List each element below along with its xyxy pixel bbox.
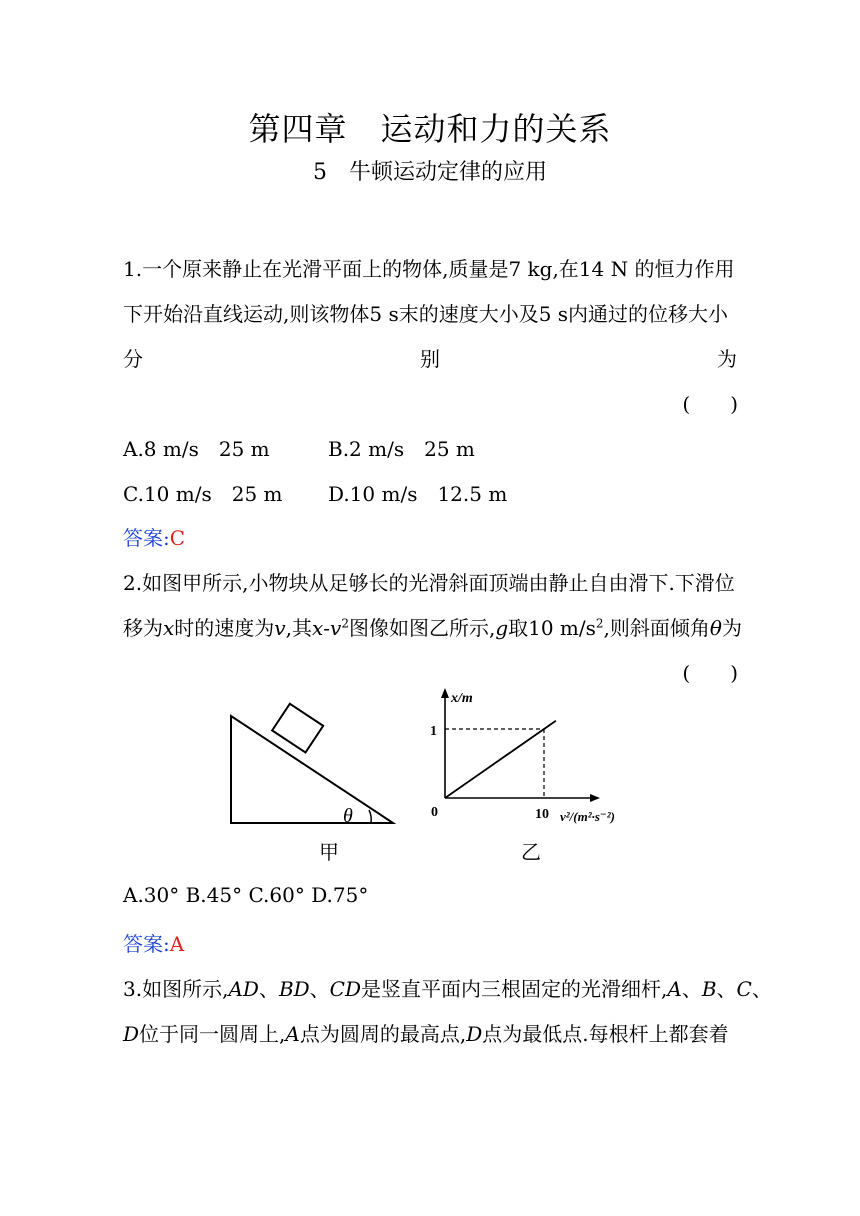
q2-answer (123, 928, 184, 957)
var-ad: AD (228, 977, 259, 1001)
text-run: 位于同一圆周上, (139, 1022, 286, 1046)
var-x: x (163, 616, 175, 640)
var-theta: θ (709, 616, 722, 640)
figure-caption-yi: 乙 (521, 840, 541, 864)
angle-arc (369, 810, 371, 823)
angle-label: θ (343, 805, 353, 827)
text-run: 、 (309, 977, 330, 1001)
q2-options: A.30° B.45° C.60° D.75° (123, 883, 369, 907)
var-a: A (285, 1022, 300, 1046)
text-run: ,其 (285, 616, 312, 640)
incline-figure (225, 700, 400, 830)
answer-label: 答案: (123, 526, 170, 550)
q2-answer-parentheses: ( ) (682, 661, 738, 685)
text-run: 、 (258, 977, 279, 1001)
chapter-title: 第四章 运动和力的关系 (248, 110, 612, 148)
var-x: x (311, 616, 324, 640)
answer-value: C (169, 526, 186, 550)
var-c: C (736, 977, 752, 1001)
text-run: 是竖直平面内三根固定的光滑细杆, (361, 977, 668, 1001)
var-b: B (701, 977, 717, 1001)
q2-line-1: 2.如图甲所示,小物块从足够长的光滑斜面顶端由静止自由滑下.下滑位 (123, 571, 735, 595)
origin-label: 0 (431, 805, 438, 820)
q3-line-2 (123, 1018, 729, 1047)
text-run: 时的速度为 (174, 616, 275, 640)
text-run: 为 (721, 616, 742, 640)
var-d: D (466, 1022, 483, 1046)
q3-line-1 (123, 973, 772, 1002)
x-axis-arrow (590, 794, 600, 802)
text-run: 、 (751, 977, 772, 1001)
q1-line-1: 1.一个原来静止在光滑平面上的物体,质量是7 kg,在14 N 的恒力作用 (123, 257, 735, 281)
text-run: 3.如图所示, (123, 977, 229, 1001)
q1-line-3 (123, 343, 737, 372)
section-title: 5 牛顿运动定律的应用 (313, 160, 547, 185)
x-v2-graph (425, 684, 640, 834)
q1-answer-parentheses: ( ) (682, 392, 738, 416)
figure-caption-jia: 甲 (319, 840, 339, 864)
text-run: 移为 (123, 616, 163, 640)
q1-line-3-word: 为 (717, 347, 737, 371)
text-run: - (323, 616, 330, 640)
x-tick-label: 10 (535, 807, 549, 822)
q1-option-a: A.8 m/s 25 m (123, 437, 270, 461)
var-g: g (495, 616, 509, 640)
q1-line-2: 下开始沿直线运动,则该物体5 s末的速度大小及5 s内通过的位移大小 (123, 302, 729, 326)
q2-line-2 (123, 612, 742, 641)
superscript: 2 (595, 616, 604, 631)
var-v: v (330, 616, 342, 640)
q1-option-d: D.10 m/s 12.5 m (328, 482, 508, 506)
q1-option-b: B.2 m/s 25 m (328, 437, 475, 461)
answer-label: 答案: (123, 932, 170, 956)
text-run: 图像如图乙所示, (348, 616, 496, 640)
y-axis-arrow (441, 688, 449, 698)
superscript: 2 (341, 616, 349, 631)
sliding-block (272, 704, 323, 753)
var-cd: CD (329, 977, 362, 1001)
y-tick-label: 1 (430, 724, 437, 739)
text-run: 、 (681, 977, 702, 1001)
q1-answer (123, 522, 185, 551)
q1-line-3-word: 分 (123, 347, 143, 371)
var-a: A (667, 977, 682, 1001)
var-d: D (123, 1022, 140, 1046)
q1-line-3-word: 别 (420, 347, 440, 371)
text-run: 点为圆周的最高点, (299, 1022, 467, 1046)
var-bd: BD (278, 977, 310, 1001)
q1-option-c: C.10 m/s 25 m (123, 482, 283, 506)
var-v: v (274, 616, 286, 640)
x-axis-label: v²/(m²·s⁻²) (560, 809, 616, 824)
text-run: ,则斜面倾角 (603, 616, 710, 640)
answer-value: A (169, 932, 185, 956)
y-axis-label: x/m (451, 691, 473, 706)
text-run: 、 (716, 977, 737, 1001)
data-line (445, 721, 556, 798)
text-run: 点为最低点.每根杆上都套着 (482, 1022, 729, 1046)
text-run: 取10 m/s (508, 616, 596, 640)
